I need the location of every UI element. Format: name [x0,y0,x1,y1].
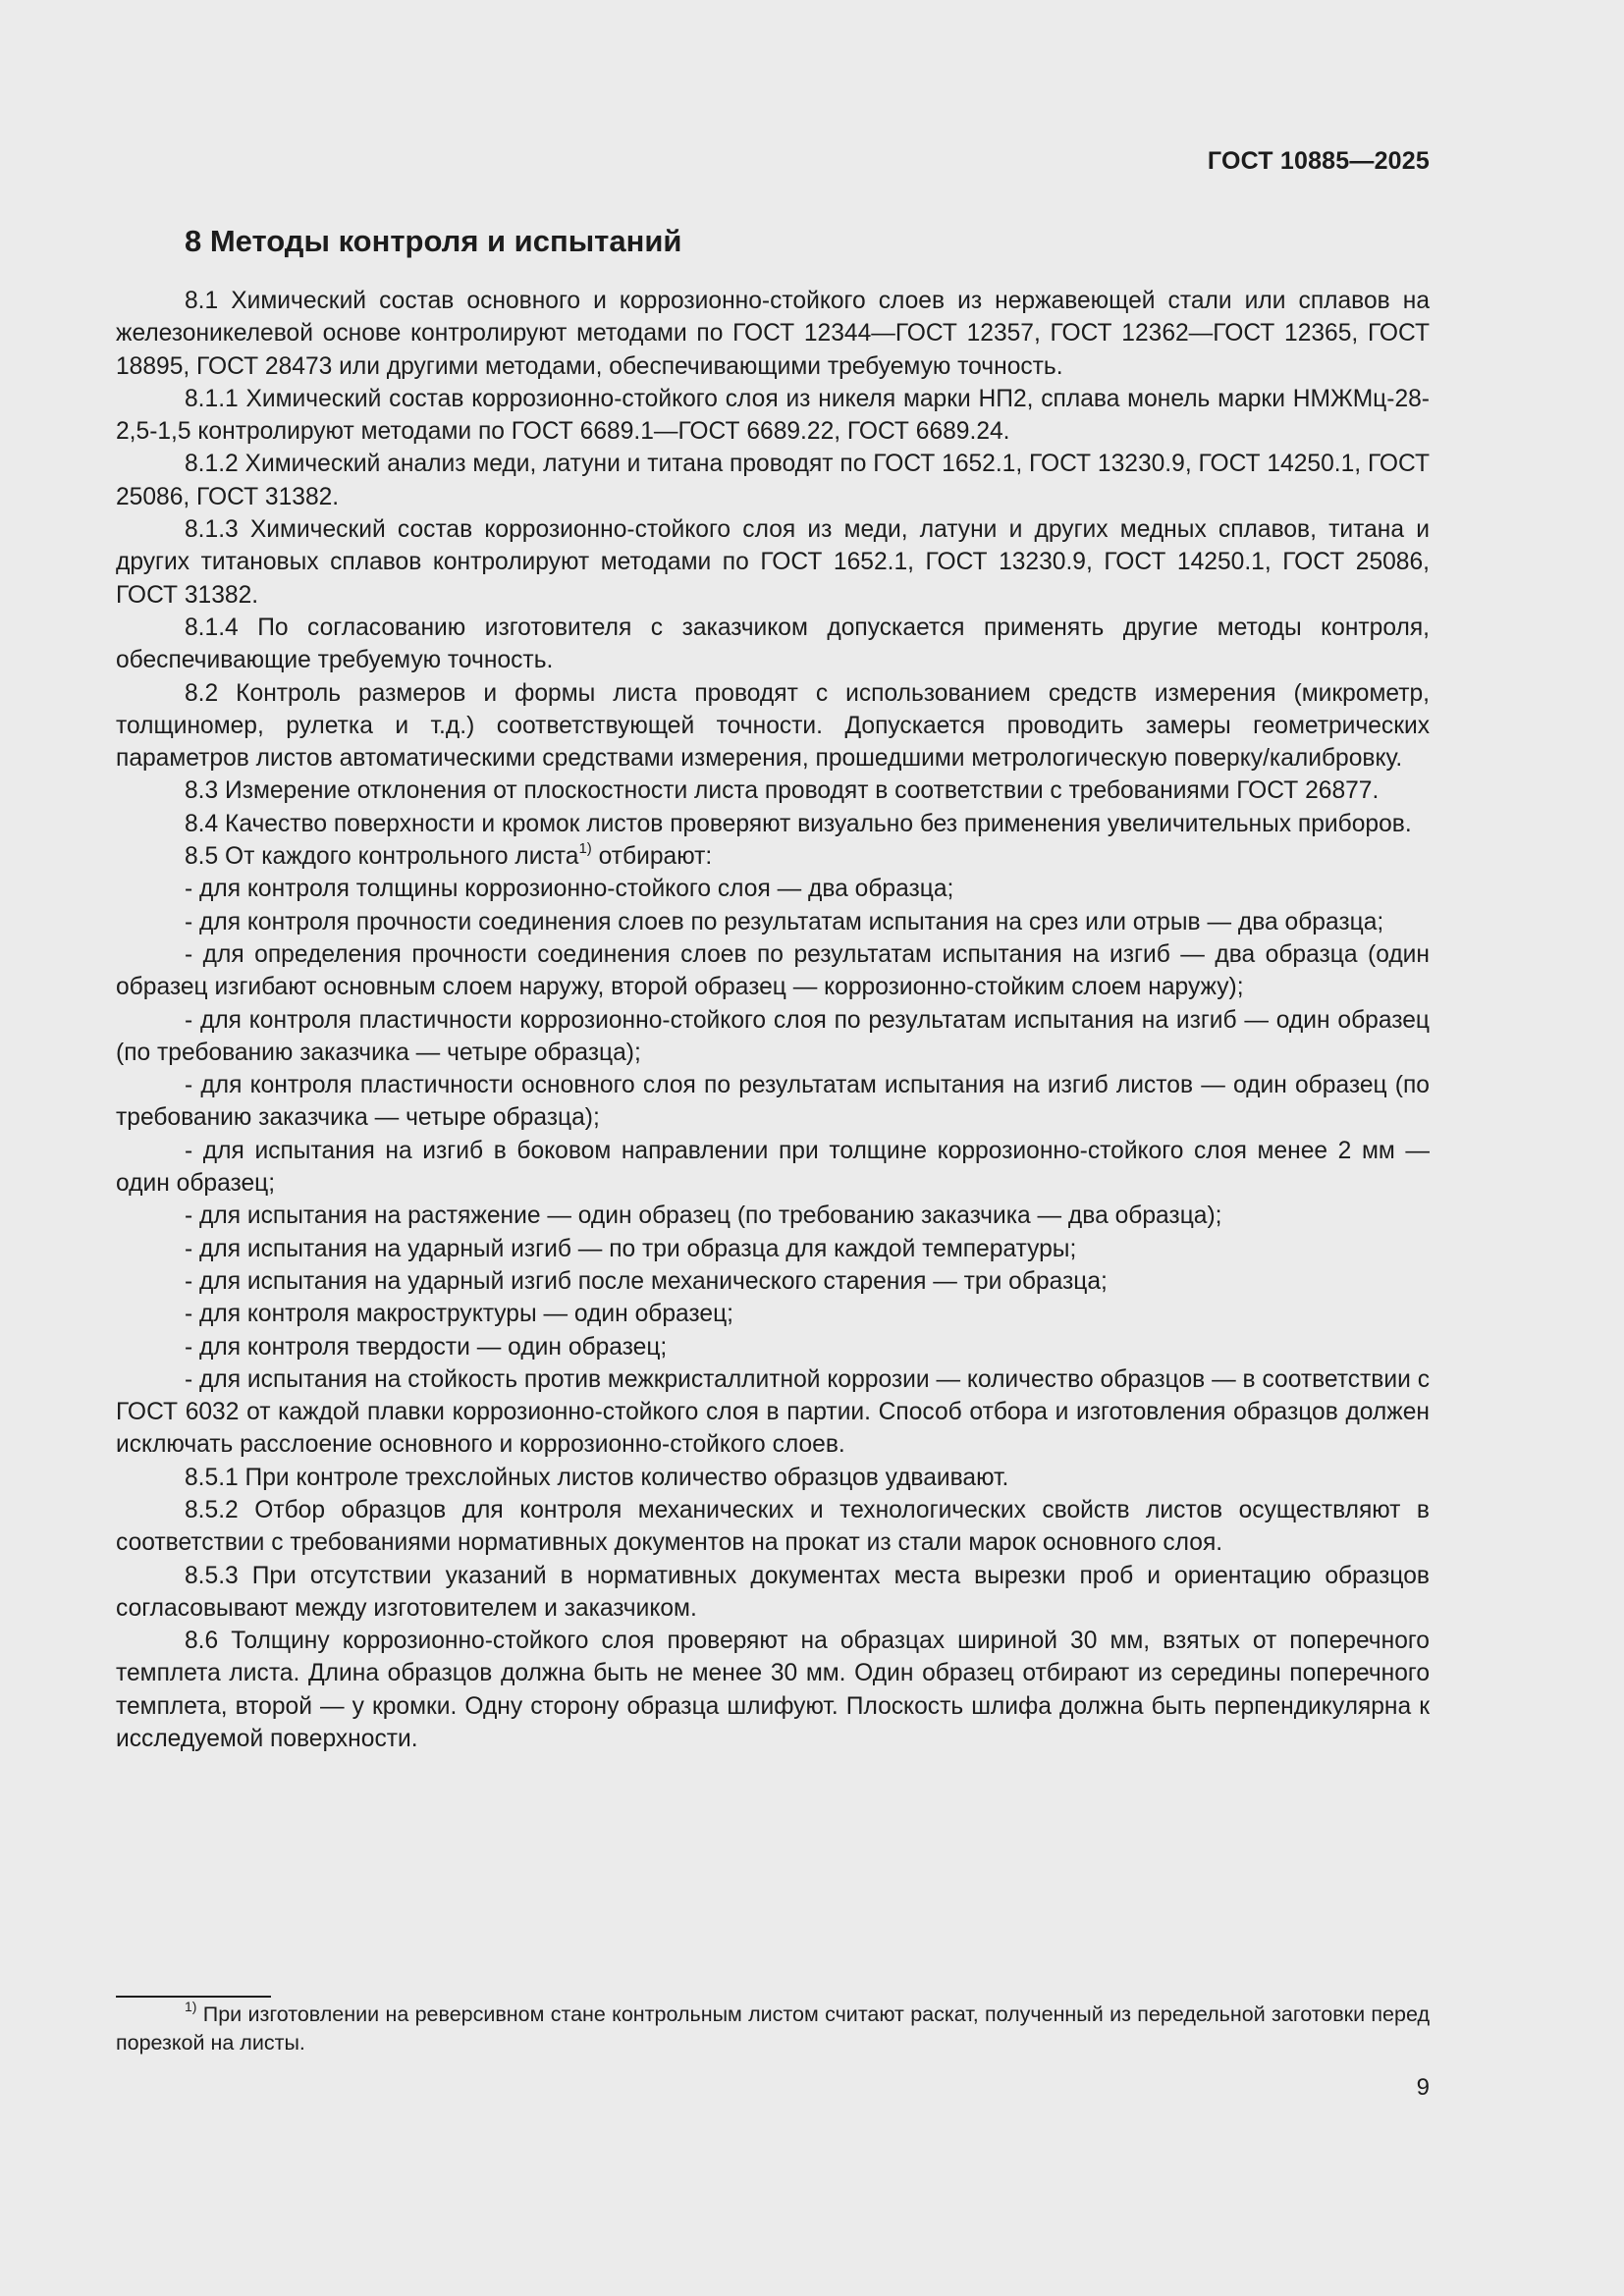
paragraph-8-1-1: 8.1.1 Химический состав коррозионно-стойкого слоя из никеля марки НП2, сплава монель марки НМЖМц-28-2,5-1,5 контролируют методами по ГОСТ 6689.1—ГОСТ 6689.22, ГОСТ 6689.24. [116,385,1430,446]
paragraph-8-5-1: 8.5.1 При контроле трехслойных листов количество образцов удваивают. [185,1464,1009,1491]
list-item: - для испытания на растяжение — один образец (по требованию заказчика — два образца); [185,1202,1222,1230]
paragraph-8-6: 8.6 Толщину коррозионно-стойкого слоя проверяют на образцах шириной 30 мм, взятых от поперечного темплета листа. Длина образцов должна быть не менее 30 мм. Один образец отбирают из середины поперечного темплета, второй — у кромки. Одну сторону образца шлифуют. Плоскость шлифа должна быть перпендикулярна к исследуемой поверхности. [116,1628,1430,1753]
paragraph-8-1: 8.1 Химический состав основного и коррозионно-стойкого слоев из нержавеющей стали или сплавов на железоникелевой основе контролируют методами по ГОСТ 12344—ГОСТ 12357, ГОСТ 12362—ГОСТ 12365, ГОСТ 18895, ГОСТ 28473 или другими методами, обеспечивающими требуемую точность. [116,288,1430,380]
document-code-header: ГОСТ 10885—2025 [1207,147,1430,175]
list-item: - для контроля пластичности основного слоя по результатам испытания на изгиб листов — один образец (по требованию заказчика — четыре образца); [116,1072,1430,1132]
paragraph-8-5-2: 8.5.2 Отбор образцов для контроля механических и технологических свойств листов осуществляют в соответствии с требованиями нормативных документов на прокат из стали марок основного слоя. [116,1496,1430,1557]
footnote-marker: 1) [185,1998,197,2014]
list-item: - для испытания на ударный изгиб после механического старения — три образца; [185,1267,1108,1295]
footnote [116,1998,1430,2057]
paragraph-8-4: 8.4 Качество поверхности и кромок листов проверяют визуально без применения увеличительных приборов. [185,810,1412,837]
list-item: - для испытания на стойкость против межкристаллитной коррозии — количество образцов — в соответствии с ГОСТ 6032 от каждой плавки коррозионно-стойкого слоя в партии. Способ отбора и изготовления образцов должен исключать расслоение основного и коррозионно-стойкого слоев. [116,1365,1430,1459]
paragraph-8-2: 8.2 Контроль размеров и формы листа проводят с использованием средств измерения (микрометр, толщиномер, рулетка и т.д.) соответствующей точности. Допускается проводить замеры геометрических параметров листов автоматическими средствами измерения, прошедшими метрологическую поверку/калибровку. [116,679,1430,773]
list-item: - для контроля твердости — один образец; [185,1333,668,1361]
list-item: - для контроля пластичности коррозионно-стойкого слоя по результатам испытания на изгиб — один образец (по требованию заказчика — четыре образца); [116,1006,1430,1066]
footnote-text: При изготовлении на реверсивном стане контрольным листом считают раскат, полученный из передельной заготовки перед порезкой на листы. [116,2002,1430,2055]
paragraph-8-5-3: 8.5.3 При отсутствии указаний в нормативных документах места вырезки проб и ориентацию образцов согласовывают между изготовителем и заказчиком. [116,1562,1430,1622]
footnote-separator [116,1996,271,1998]
paragraph-8-5-text: 8.5 От каждого контрольного листа [185,843,579,871]
paragraph-8-5 [116,840,1430,873]
paragraph-8-1-2: 8.1.2 Химический анализ меди, латуни и титана проводят по ГОСТ 1652.1, ГОСТ 13230.9, ГОСТ 14250.1, ГОСТ 25086, ГОСТ 31382. [116,451,1430,510]
list-item: - для контроля толщины коррозионно-стойкого слоя — два образца; [185,876,954,903]
list-item: - для контроля прочности соединения слоев по результатам испытания на срез или отрыв — два образца; [185,908,1384,935]
paragraph-8-3: 8.3 Измерение отклонения от плоскостности листа проводят в соответствии с требованиями ГОСТ 26877. [185,777,1380,805]
section-body [116,285,1430,1755]
footnote-reference[interactable]: 1) [578,839,592,857]
paragraph-8-1-3: 8.1.3 Химический состав коррозионно-стойкого слоя из меди, латуни и других медных сплавов, титана и других титановых сплавов контролируют методами по ГОСТ 1652.1, ГОСТ 13230.9, ГОСТ 14250.1, ГОСТ 25086, ГОСТ 31382. [116,516,1430,609]
list-item: - для контроля макроструктуры — один образец; [185,1301,734,1328]
list-item: - для определения прочности соединения слоев по результатам испытания на изгиб — два образца (один образец изгибают основным слоем наружу, второй образец — коррозионно-стойким слоем наружу); [116,940,1430,1001]
section-title: 8 Методы контроля и испытаний [185,224,682,258]
paragraph-8-1-4: 8.1.4 По согласованию изготовителя с заказчиком допускается применять другие методы контроля, обеспечивающие требуемую точность. [116,614,1430,674]
list-item: - для испытания на ударный изгиб — по три образца для каждой температуры; [185,1235,1077,1262]
page-number: 9 [1416,2074,1430,2101]
paragraph-8-5-text-end: отбирают: [591,843,713,871]
list-item: - для испытания на изгиб в боковом направлении при толщине коррозионно-стойкого слоя менее 2 мм — один образец; [116,1137,1430,1198]
